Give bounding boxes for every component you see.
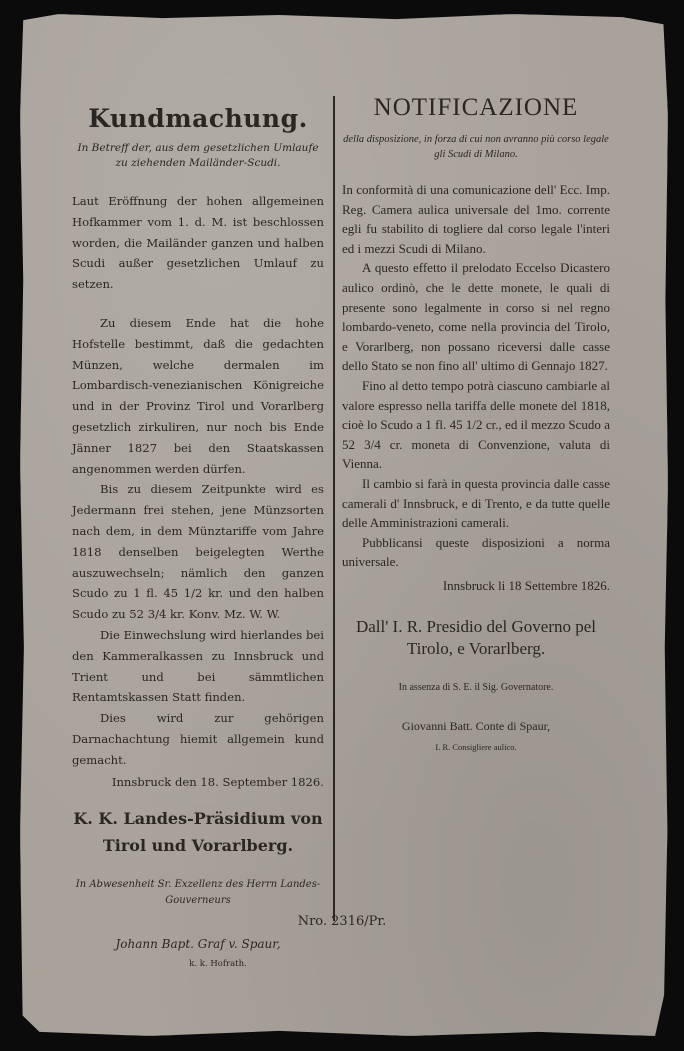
- italian-column: [342, 94, 610, 752]
- german-authority: K. K. Landes-Präsidium von Tirol und Vorarlberg.: [73, 808, 323, 855]
- german-signature: Johann Bapt. Graf v. Spaur,: [115, 936, 281, 951]
- italian-title: NOTIFICAZIONE: [373, 94, 579, 121]
- german-column: [72, 104, 324, 969]
- italian-subtitle: della disposizione, in forza di cui non avranno più corso legale gli Scudi di Milano.: [343, 134, 609, 160]
- italian-authority: Dall' I. R. Presidio del Governo pel Tirolo, e Vorarlberg.: [355, 616, 597, 658]
- german-paragraph: Zu diesem Ende hat die hohe Hofstelle bestimmt, daß die gedachten Münzen, welche dermalen im Lombardisch-venezianischen Königreiche und in der Provinz Tirol und Vorarlberg gesetzlich zirkuliren, nur noch bis Ende Jänner 1827 bei den Staatskassen angenommen werden dürfen.: [72, 315, 324, 476]
- italian-signature: Giovanni Batt. Conte di Spaur,: [401, 718, 551, 733]
- german-paragraph: Die Einwechslung wird hierlandes bei den Kammeralkassen zu Innsbruck und Trient und bei sämmtlichen Rentamtskassen Statt finden.: [72, 627, 324, 705]
- german-absence-note: In Abwesenheit Sr. Exzellenz des Herrn Landes-Gouverneurs: [75, 878, 321, 906]
- italian-paragraph: Pubblicansi queste disposizioni a norma universale.: [342, 534, 610, 570]
- italian-signer-role: I. R. Consigliere aulico.: [435, 741, 517, 752]
- german-subtitle: In Betreff der, aus dem gesetzlichen Umlaufe zu ziehenden Mailänder-Scudi.: [77, 142, 319, 169]
- german-paragraph: Bis zu diesem Zeitpunkte wird es Jedermann frei stehen, jene Münzsorten nach dem, in dem Münztariffe vom Jahre 1818 denselben beigelegten Werthe auszuwechseln; nämlich den ganzen Scudo zu 1 fl. 45 1/2 kr. und den halben Scudo zu 52 3/4 kr. Konv. Mz. W. W.: [72, 482, 324, 622]
- italian-date: Innsbruck li 18 Settembre 1826.: [442, 577, 610, 593]
- german-signer-role: k. k. Hofrath.: [189, 958, 247, 969]
- italian-paragraph: Il cambio si farà in questa provincia dalle casse camerali d' Innsbruck, e di Trento, e da tutte quelle delle Amministrazioni camerali.: [342, 475, 610, 531]
- german-paragraph: Dies wird zur gehörigen Darnachachtung hiemit allgemein kund gemacht.: [72, 711, 324, 767]
- german-title: Kundmachung.: [88, 104, 308, 133]
- column-divider: [333, 96, 335, 921]
- italian-absence-note: In assenza di S. E. il Sig. Governatore.: [398, 681, 554, 693]
- german-date: Innsbruck den 18. September 1826.: [111, 774, 324, 789]
- italian-paragraph: In conformità di una comunicazione dell' Ecc. Imp. Reg. Camera aulica universale del 1mo. corrente egli fu stabilito di togliere dal corso legale l'interi ed i mezzi Scudi di Milano.: [342, 182, 610, 256]
- italian-paragraph: A questo effetto il prelodato Eccelso Dicastero aulico ordinò, che le dette monete, le quali di presente sono legalmente in corso si nel regno lombardo-veneto, come nella provincia del Tirolo, e Vorarlberg, non possano riceversi dalle casse dello Stato se non fino all' ultimo di Gennajo 1827.: [342, 260, 610, 374]
- document-number: Nro. 2316/Pr.: [297, 914, 387, 929]
- german-paragraph: Laut Eröffnung der hohen allgemeinen Hofkammer vom 1. d. M. ist beschlossen worden, die Mailänder ganzen und halben Scudi außer gesetzlichen Umlauf zu setzen.: [72, 194, 324, 292]
- italian-paragraph: Fino al detto tempo potrà ciascuno cambiarle al valore espresso nella tariffa delle monete del 1818, cioè lo Scudo a 1 fl. 45 1/2 cr., ed il mezzo Scudo a 52 3/4 cr. moneta di Convenzione, valuta di Vienna.: [342, 377, 610, 472]
